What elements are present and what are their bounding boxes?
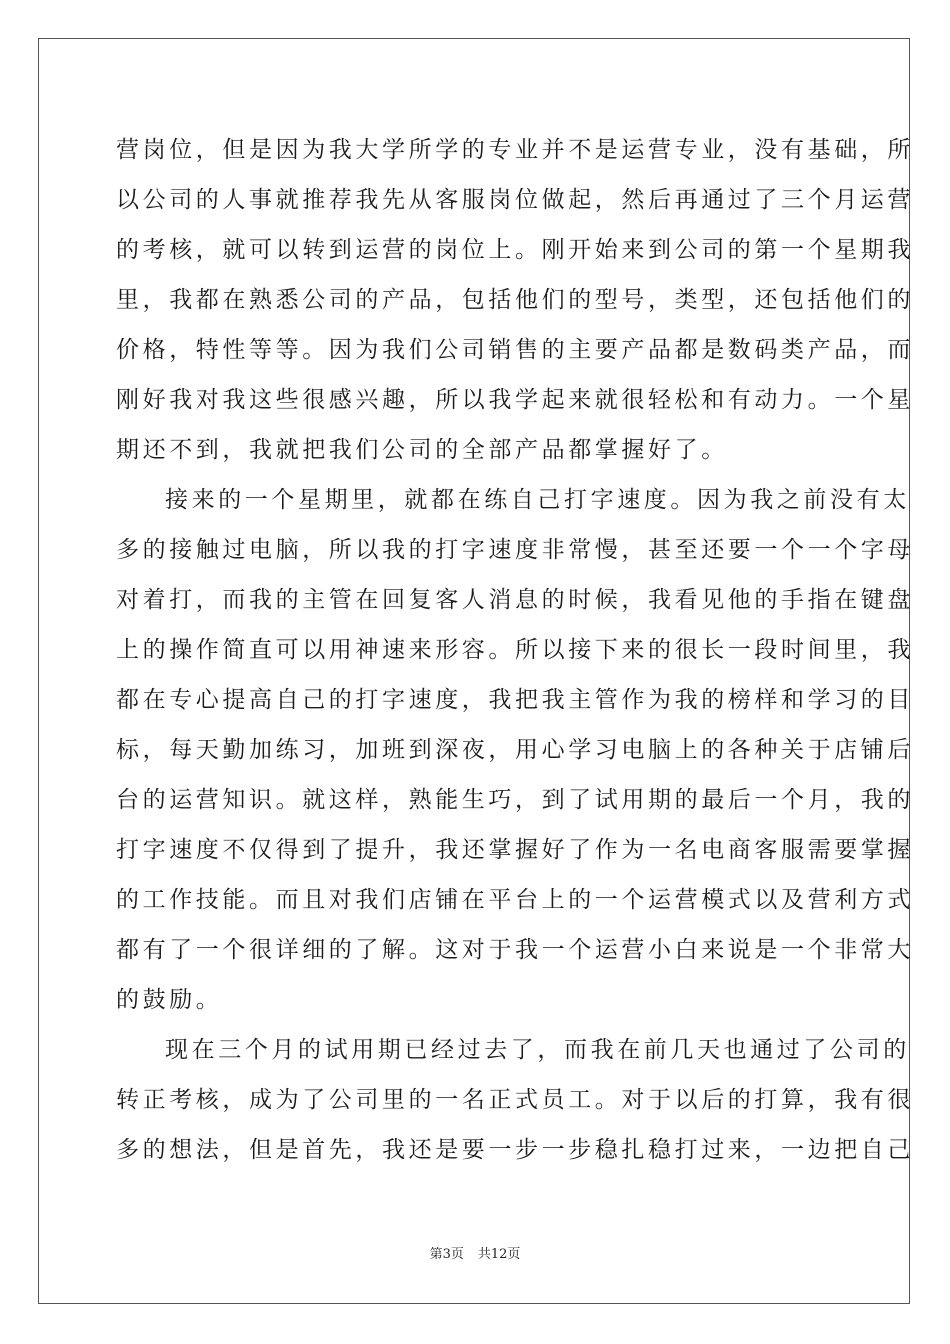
text-line: 都在专心提高自己的打字速度，我把我主管作为我的榜样和学习的目 bbox=[116, 687, 914, 713]
text-line: 打字速度不仅得到了提升，我还掌握好了作为一名电商客服需要掌握 bbox=[116, 837, 914, 863]
text-line: 营岗位，但是因为我大学所学的专业并不是运营专业，没有基础，所 bbox=[116, 137, 914, 163]
text-line: 价格，特性等等。因为我们公司销售的主要产品都是数码类产品，而 bbox=[116, 337, 914, 363]
paragraph-first-line: 现在三个月的试用期已经过去了，而我在前几天也通过了公司的 bbox=[165, 1037, 910, 1063]
text-line: 转正考核，成为了公司里的一名正式员工。对于以后的打算，我有很 bbox=[116, 1087, 914, 1113]
text-line: 对着打，而我的主管在回复客人消息的时候，我看见他的手指在键盘 bbox=[116, 587, 914, 613]
page-total: 共12页 bbox=[477, 1247, 521, 1262]
text-line: 期还不到，我就把我们公司的全部产品都掌握好了。 bbox=[116, 437, 728, 463]
page-number: 第3页 bbox=[429, 1247, 464, 1262]
text-line: 里，我都在熟悉公司的产品，包括他们的型号，类型，还包括他们的 bbox=[116, 287, 914, 313]
text-line: 多的接触过电脑，所以我的打字速度非常慢，甚至还要一个一个字母 bbox=[116, 537, 914, 563]
text-line: 多的想法，但是首先，我还是要一步一步稳扎稳打过来，一边把自己 bbox=[116, 1137, 914, 1163]
text-line: 刚好我对我这些很感兴趣，所以我学起来就很轻松和有动力。一个星 bbox=[116, 387, 914, 413]
text-line: 以公司的人事就推荐我先从客服岗位做起，然后再通过了三个月运营 bbox=[116, 187, 914, 213]
page-footer bbox=[0, 1246, 950, 1264]
text-line: 的考核，就可以转到运营的岗位上。刚开始来到公司的第一个星期我 bbox=[116, 237, 914, 263]
text-line: 标，每天勤加练习，加班到深夜，用心学习电脑上的各种关于店铺后 bbox=[116, 737, 914, 763]
text-line: 台的运营知识。就这样，熟能生巧，到了试用期的最后一个月，我的 bbox=[116, 787, 914, 813]
paragraph-first-line: 接来的一个星期里，就都在练自己打字速度。因为我之前没有太 bbox=[165, 487, 910, 513]
text-line: 的工作技能。而且对我们店铺在平台上的一个运营模式以及营利方式 bbox=[116, 887, 914, 913]
text-line: 的鼓励。 bbox=[116, 987, 223, 1013]
text-line: 都有了一个很详细的了解。这对于我一个运营小白来说是一个非常大 bbox=[116, 937, 914, 963]
text-line: 上的操作简直可以用神速来形容。所以接下来的很长一段时间里，我 bbox=[116, 637, 914, 663]
